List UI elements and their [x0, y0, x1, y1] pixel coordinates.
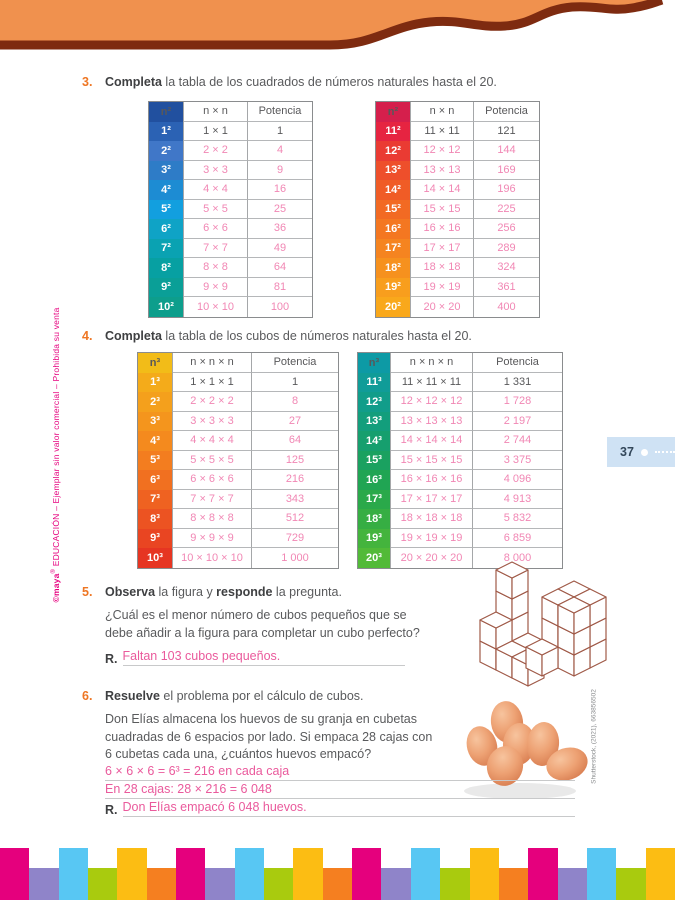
table-cell: 16 × 16: [411, 219, 474, 239]
exercise-6-title: [105, 689, 364, 703]
page-number: 37: [620, 445, 634, 459]
table-cell: 2 744: [473, 431, 562, 451]
answer-prefix: R.: [105, 652, 118, 666]
table-cell: 125: [252, 451, 338, 471]
table-cell: 3³: [138, 412, 173, 432]
table-cell: 8: [252, 392, 338, 412]
footer-bar: [352, 848, 381, 900]
table-cell: 4 913: [473, 490, 562, 510]
table-cell: 2 × 2: [184, 141, 248, 161]
table-cell: 49: [248, 239, 312, 259]
table-cell: 16³: [358, 470, 391, 490]
table-cell: 10³: [138, 548, 173, 568]
exercise-6-heading: [82, 689, 364, 703]
table-cell: 3 375: [473, 451, 562, 471]
footer-bar: [411, 848, 440, 900]
footer-bar: [0, 848, 29, 900]
table-cell: 6³: [138, 470, 173, 490]
exercise-6-answer: Don Elías empacó 6 048 huevos.: [123, 800, 576, 817]
exercise-5-question: [105, 607, 475, 642]
table-cell: 1 × 1: [184, 122, 248, 142]
table-cell: 12³: [358, 392, 391, 412]
table-cell: 20³: [358, 548, 391, 568]
exercise-5-verb2: responde: [216, 585, 273, 599]
table-cell: 12 × 12: [411, 141, 474, 161]
table-cell: 15 × 15: [411, 200, 474, 220]
table-cell: 4³: [138, 431, 173, 451]
problem-line: Don Elías almacena los huevos de su granja en cubetas: [105, 712, 417, 726]
table-header-cell: Potencia: [473, 353, 562, 373]
table-cell: 7²: [149, 239, 184, 259]
table-cell: 10 × 10: [184, 297, 248, 317]
table-cell: 1: [248, 122, 312, 142]
brand-maya: ©maya: [51, 573, 61, 603]
table-cell: 5³: [138, 451, 173, 471]
table-header-cell: Potencia: [248, 102, 312, 122]
table-cell: 5 × 5 × 5: [173, 451, 252, 471]
table-cell: 7 × 7: [184, 239, 248, 259]
table-cell: 1 000: [281, 551, 309, 564]
table-cell: 6 × 6 × 6: [173, 470, 252, 490]
footer-bars: [0, 848, 675, 900]
exercise-6-verb: Resuelve: [105, 689, 160, 703]
exercise-5-title: [105, 585, 342, 599]
table-cell: 17²: [376, 239, 411, 259]
problem-line: cuadradas de 6 espacios por lado. Si empaca 28 cajas con: [105, 729, 433, 744]
table-cell: 3 × 3 × 3: [173, 412, 252, 432]
table-header-cell: n × n × n: [391, 353, 473, 373]
exercise-5-verb1: Observa: [105, 585, 156, 599]
footer-bar: [205, 868, 234, 900]
table-cell: 1 728: [473, 392, 562, 412]
table-cell: 18 × 18: [411, 258, 474, 278]
question-line: ¿Cuál es el menor número de cubos pequeños que se: [105, 608, 407, 622]
table-cell: 14 × 14: [411, 180, 474, 200]
table-cell: 5 × 5: [184, 200, 248, 220]
table-header-cell: Potencia: [252, 353, 338, 373]
table-cell: 81: [248, 278, 312, 298]
footer-bar: [147, 868, 176, 900]
table-cell: 15²: [376, 200, 411, 220]
exercise-6-answer-row: [105, 800, 575, 817]
footer-bar: [499, 868, 528, 900]
exercise-6-work-row-1: [105, 764, 575, 781]
table-cell: 7 × 7 × 7: [173, 490, 252, 510]
table-cell: 16: [248, 180, 312, 200]
exercise-5-number: 5.: [82, 585, 93, 599]
problem-line: 6 cubetas cada una, ¿cuántos huevos empacó?: [105, 747, 372, 761]
table-cell: 9³: [138, 529, 173, 549]
footer-bar: [117, 848, 146, 900]
table-cell: 4²: [149, 180, 184, 200]
table-cell: 6 859: [473, 529, 562, 549]
table-cell: 2³: [138, 392, 173, 412]
exercise-3-text: la tabla de los cuadrados de números naturales hasta el 20.: [161, 75, 497, 89]
table-cell: 2 197: [473, 412, 562, 432]
footer-bar: [59, 848, 88, 900]
table-cell: 14 × 14 × 14: [391, 431, 473, 451]
table-cell: 3 × 3: [184, 161, 248, 181]
table-cell: 169: [474, 161, 539, 181]
table-cell: 1 × 1 × 1: [173, 373, 252, 393]
table-cell: 14²: [376, 180, 411, 200]
table-cell: 18 × 18 × 18: [391, 509, 473, 529]
table-cell: 8 × 8: [184, 258, 248, 278]
footer-bar: [323, 868, 352, 900]
table-cell: 15³: [358, 451, 391, 471]
copyright-rest: EDUCACIÓN – Ejemplar sin valor comercial – Prohibida su venta: [51, 307, 61, 569]
badge-dotted-line: [655, 451, 675, 453]
exercise-5-answer: Faltan 103 cubos pequeños.: [123, 649, 406, 666]
table-cell: 9 × 9 × 9: [173, 529, 252, 549]
table-cell: 17³: [358, 490, 391, 510]
table-cell: 16 × 16 × 16: [391, 470, 473, 490]
footer-bar: [528, 848, 557, 900]
exercise-3-number: 3.: [82, 75, 93, 89]
table-cell: 121: [474, 122, 539, 142]
brand-reg: ®: [51, 568, 58, 574]
table-header-cell: Potencia: [474, 102, 539, 122]
table-cell: 11²: [376, 122, 411, 142]
table-header-cell: n × n × n: [173, 353, 252, 373]
table-cell: 2 × 2 × 2: [173, 392, 252, 412]
exercise-6-work-row-2: [105, 782, 575, 799]
table-cell: 10²: [149, 297, 184, 317]
exercise-3-heading: [82, 75, 497, 89]
table-cell: 512: [252, 509, 338, 529]
header-wave: [0, 0, 675, 62]
table-cell: 361: [474, 278, 539, 298]
table-cell: 1: [252, 373, 338, 393]
table-cell: 256: [474, 219, 539, 239]
squares-table-1-10: [148, 101, 313, 318]
table-cell: 13³: [358, 412, 391, 432]
footer-bar: [264, 868, 293, 900]
cubes-table-11-20: [357, 352, 563, 569]
table-header-cell: n × n: [184, 102, 248, 122]
exercise-4-title: [105, 329, 472, 343]
exercise-6-number: 6.: [82, 689, 93, 703]
table-cell: 11³: [358, 373, 391, 393]
table-cell: 12²: [376, 141, 411, 161]
exercise-5-heading: [82, 585, 342, 599]
footer-bar: [440, 868, 469, 900]
table-cell: 3²: [149, 161, 184, 181]
footer-bar: [88, 868, 117, 900]
table-cell: 36: [248, 219, 312, 239]
table-cell: 64: [248, 258, 312, 278]
table-header-cell: n³: [138, 353, 173, 373]
table-cell: 4 × 4 × 4: [173, 431, 252, 451]
exercise-6-work-1: 6 × 6 × 6 = 6³ = 216 en cada caja: [105, 764, 575, 781]
footer-bar: [293, 848, 322, 900]
table-cell: 8 000: [503, 551, 532, 564]
table-cell: 225: [474, 200, 539, 220]
exercise-6-text: el problema por el cálculo de cubos.: [159, 689, 364, 703]
footer-bar: [470, 848, 499, 900]
table-cell: 18²: [376, 258, 411, 278]
exercise-6-work-2: En 28 cajas: 28 × 216 = 6 048: [105, 782, 575, 799]
table-cell: 6 × 6: [184, 219, 248, 239]
table-cell: 14³: [358, 431, 391, 451]
table-cell: 729: [252, 529, 338, 549]
footer-bar: [587, 848, 616, 900]
table-cell: 11 × 11: [411, 122, 474, 142]
table-cell: 15 × 15 × 15: [391, 451, 473, 471]
photo-credit-label: Shutterstock, (2021), 663856502: [590, 689, 598, 784]
table-cell: 25: [248, 200, 312, 220]
exercise-4-verb: Completa: [105, 329, 162, 343]
badge-dot: [641, 449, 648, 456]
table-cell: 4: [248, 141, 312, 161]
exercise-5-end: la pregunta.: [272, 585, 342, 599]
table-cell: 20 × 20: [411, 297, 474, 317]
table-cell: 1 331: [473, 373, 562, 393]
table-cell: 17 × 17 × 17: [391, 490, 473, 510]
table-cell: 12 × 12 × 12: [391, 392, 473, 412]
cubes-table-1-10: [137, 352, 339, 569]
table-cell: 196: [474, 180, 539, 200]
question-line: debe añadir a la figura para completar un cubo perfecto?: [105, 625, 420, 640]
table-cell: 289: [474, 239, 539, 259]
exercise-5-answer-row: [105, 649, 405, 666]
table-cell: 4 × 4: [184, 180, 248, 200]
answer-prefix: R.: [105, 803, 118, 817]
table-cell: 400: [497, 300, 516, 313]
table-cell: 2²: [149, 141, 184, 161]
footer-bar: [381, 868, 410, 900]
table-cell: 16²: [376, 219, 411, 239]
table-cell: 13 × 13: [411, 161, 474, 181]
footer-bar: [616, 868, 645, 900]
table-cell: 9²: [149, 278, 184, 298]
exercise-6-problem: [105, 711, 475, 764]
table-header-cell: n²: [376, 102, 411, 122]
exercise-3-verb: Completa: [105, 75, 162, 89]
exercise-4-number: 4.: [82, 329, 93, 343]
table-cell: 8 × 8 × 8: [173, 509, 252, 529]
footer-bar: [235, 848, 264, 900]
table-cell: 8³: [138, 509, 173, 529]
table-cell: 19³: [358, 529, 391, 549]
table-cell: 19 × 19: [411, 278, 474, 298]
footer-bar: [29, 868, 58, 900]
table-cell: 20²: [376, 297, 411, 317]
page-number-badge: [607, 437, 675, 467]
table-cell: 13²: [376, 161, 411, 181]
table-cell: 1²: [149, 122, 184, 142]
table-cell: 8²: [149, 258, 184, 278]
table-cell: 5²: [149, 200, 184, 220]
table-header-cell: n²: [149, 102, 184, 122]
copyright-vertical-text: [51, 275, 61, 635]
table-cell: 7³: [138, 490, 173, 510]
exercise-4-heading: [82, 329, 472, 343]
table-cell: 9: [248, 161, 312, 181]
table-header-cell: n × n: [411, 102, 474, 122]
footer-bar: [558, 868, 587, 900]
table-cell: 144: [474, 141, 539, 161]
footer-bar: [646, 848, 675, 900]
table-cell: 11 × 11 × 11: [391, 373, 473, 393]
table-cell: 6²: [149, 219, 184, 239]
cube-figure: [440, 560, 610, 695]
table-cell: 5 832: [473, 509, 562, 529]
exercise-3-title: [105, 75, 497, 89]
table-cell: 18³: [358, 509, 391, 529]
table-cell: 20 × 20 × 20: [391, 548, 473, 568]
table-cell: 10 × 10 × 10: [173, 548, 252, 568]
table-cell: 27: [252, 412, 338, 432]
table-cell: 13 × 13 × 13: [391, 412, 473, 432]
squares-table-11-20: [375, 101, 540, 318]
table-cell: 324: [474, 258, 539, 278]
table-cell: 19²: [376, 278, 411, 298]
table-cell: 19 × 19 × 19: [391, 529, 473, 549]
table-cell: 1³: [138, 373, 173, 393]
footer-bar: [176, 848, 205, 900]
table-cell: 17 × 17: [411, 239, 474, 259]
table-cell: 216: [252, 470, 338, 490]
table-cell: 64: [252, 431, 338, 451]
table-header-cell: n³: [358, 353, 391, 373]
table-cell: 4 096: [473, 470, 562, 490]
table-cell: 9 × 9: [184, 278, 248, 298]
table-cell: 100: [270, 300, 290, 313]
exercise-5-mid: la figura y: [155, 585, 217, 599]
table-cell: 343: [252, 490, 338, 510]
exercise-4-text: la tabla de los cubos de números naturales hasta el 20.: [161, 329, 472, 343]
